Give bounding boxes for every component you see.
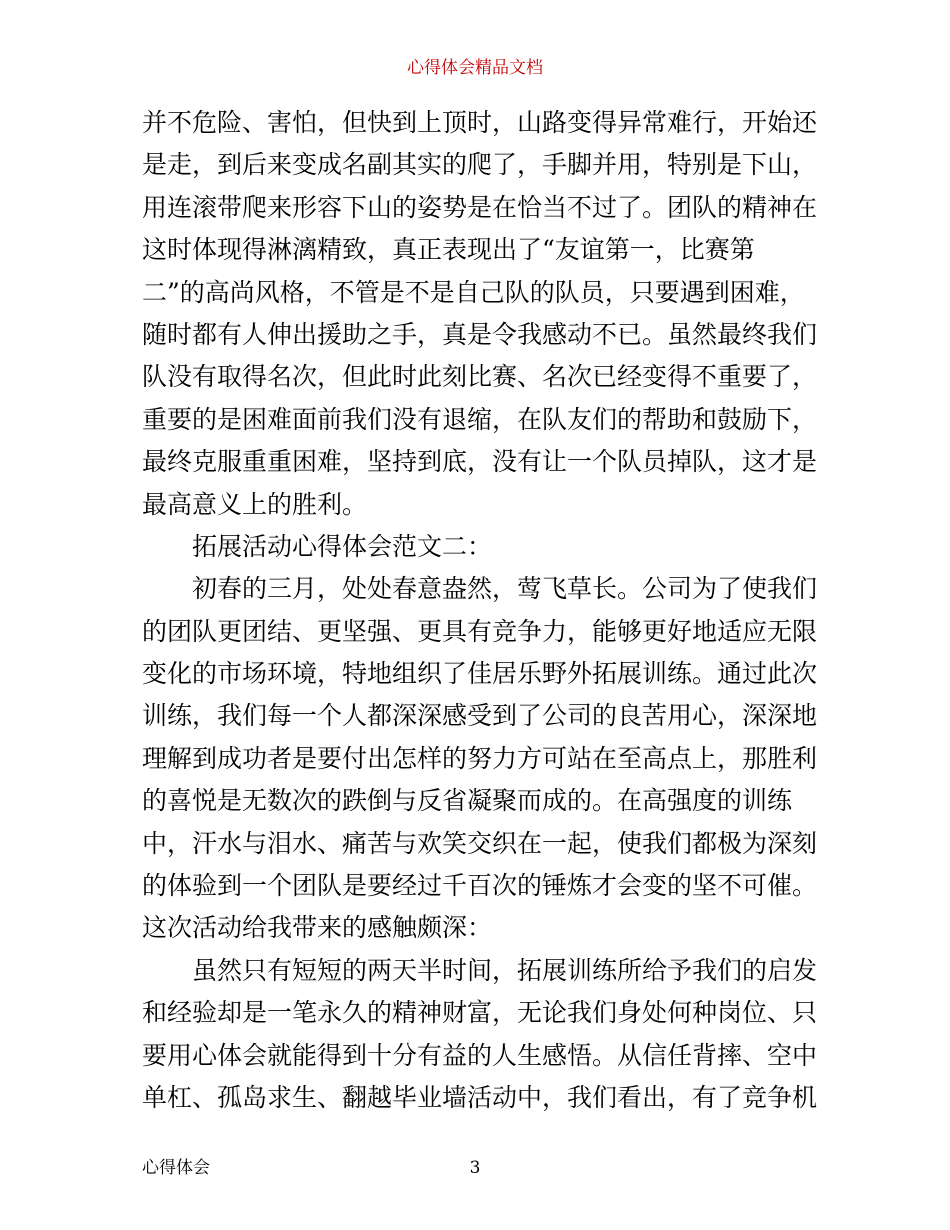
text-line: 理解到成功者是要付出怎样的努力方可站在至高点上，那胜利 (142, 743, 818, 773)
footer-label: 心得体会 (142, 1158, 210, 1178)
text-line: 中，汗水与泪水、痛苦与欢笑交织在一起，使我们都极为深刻 (142, 828, 818, 858)
text-line: 和经验却是一笔永久的精神财富，无论我们身处何种岗位、只 (142, 998, 818, 1028)
text-line: 变化的市场环境，特地组织了佳居乐野外拓展训练。通过此次 (142, 659, 818, 689)
page-number: 3 (469, 1158, 481, 1178)
text-line: 队没有取得名次，但此时此刻比赛、名次已经变得不重要了， (142, 362, 818, 392)
text-line: 二”的高尚风格，不管是不是自己队的队员，只要遇到困难， (142, 277, 805, 307)
document-body (142, 102, 818, 1119)
text-line: 是走，到后来变成名副其实的爬了，手脚并用，特别是下山， (142, 150, 818, 180)
text-line: 这次活动给我带来的感触颇深： (142, 913, 493, 943)
text-line: 这时体现得淋漓精致，真正表现出了“友谊第一，比赛第 (142, 235, 755, 265)
text-line: 初春的三月，处处春意盎然，莺飞草长。公司为了使我们 (142, 574, 818, 604)
text-line: 要用心体会就能得到十分有益的人生感悟。从信任背摔、空中 (142, 1040, 818, 1070)
text-line: 并不危险、害怕，但快到上顶时，山路变得异常难行，开始还 (142, 108, 818, 137)
text-line: 最高意义上的胜利。 (142, 489, 368, 519)
text-line: 单杠、孤岛求生、翻越毕业墙活动中，我们看出，有了竞争机 (142, 1082, 818, 1112)
text-line: 用连滚带爬来形容下山的姿势是在恰当不过了。团队的精神在 (142, 192, 818, 222)
document-header-title: 心得体会精品文档 (407, 58, 543, 78)
text-line: 重要的是困难面前我们没有退缩，在队友们的帮助和鼓励下， (142, 404, 818, 434)
text-line: 的体验到一个团队是要经过千百次的锤炼才会变的坚不可催。 (142, 871, 818, 901)
text-line: 虽然只有短短的两天半时间，拓展训练所给予我们的启发 (142, 955, 818, 985)
text-line: 训练，我们每一个人都深深感受到了公司的良苦用心，深深地 (142, 701, 818, 731)
text-line: 随时都有人伸出援助之手，真是令我感动不已。虽然最终我们 (142, 319, 818, 349)
text-line: 的喜悦是无数次的跌倒与反省凝聚而成的。在高强度的训练 (142, 786, 793, 816)
text-line: 的团队更团结、更坚强、更具有竞争力，能够更好地适应无限 (142, 616, 818, 646)
text-line: 最终克服重重困难，坚持到底，没有让一个队员掉队，这才是 (142, 447, 818, 477)
section-heading: 拓展活动心得体会范文二： (142, 531, 493, 561)
